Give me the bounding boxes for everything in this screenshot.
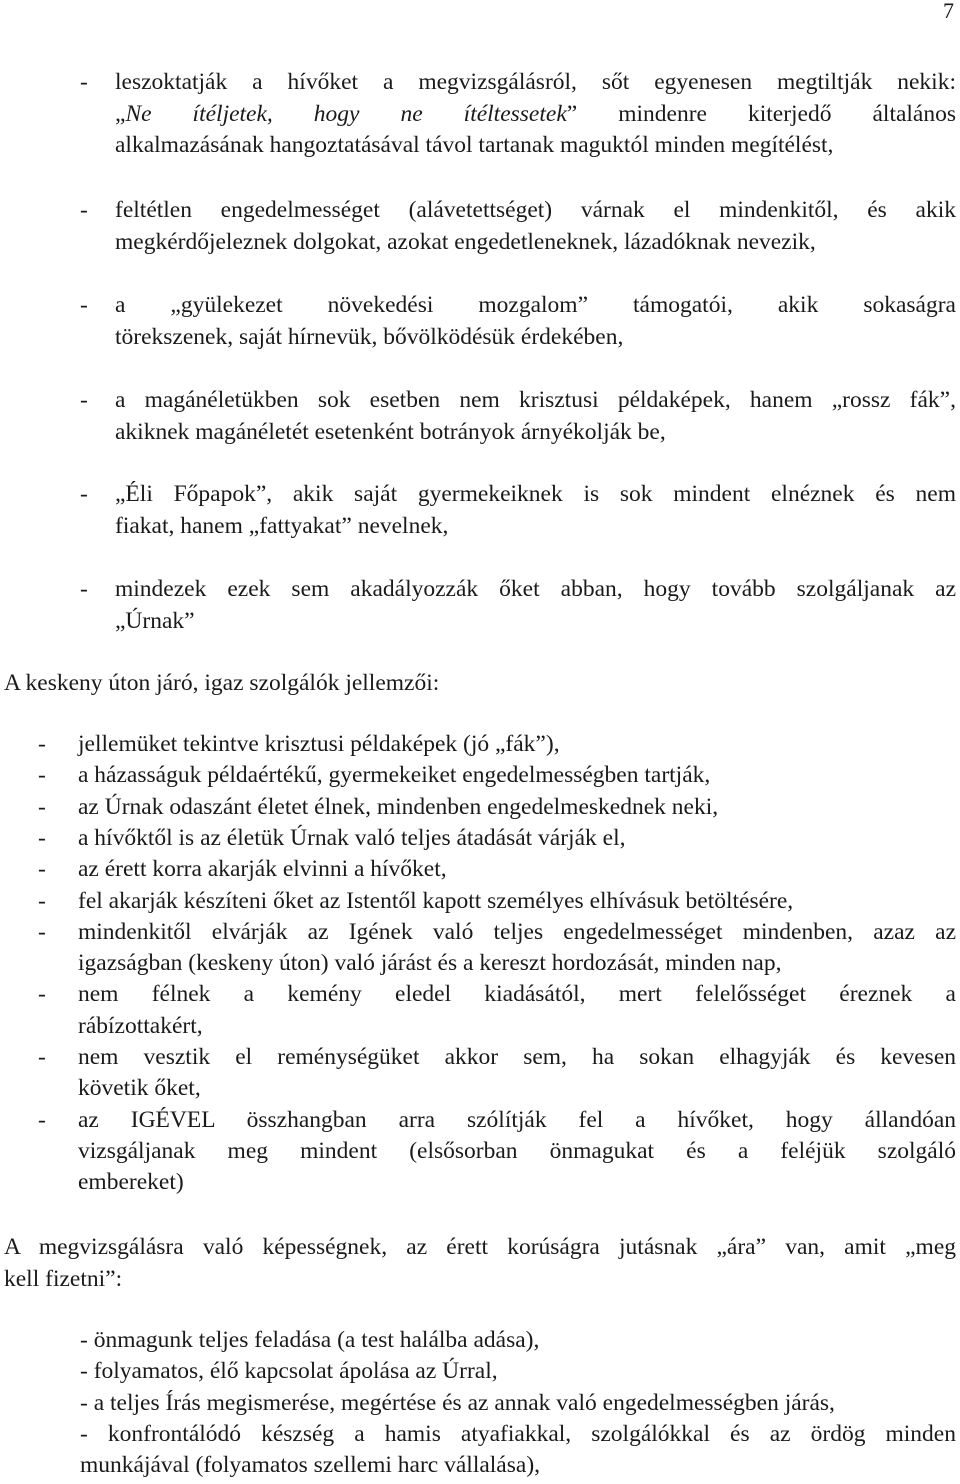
list-dash: -: [38, 793, 46, 820]
list-item-line: akiknek magánéletét esetenként botrányok árnyékolják be,: [115, 418, 666, 445]
list-dash: -: [38, 1106, 46, 1133]
section-heading: A keskeny úton járó, igaz szolgálók jellemzői:: [4, 670, 440, 696]
list-dash: -: [38, 731, 46, 757]
list-dash: -: [80, 387, 88, 413]
list-item-line: igazságban (keskeny úton) való járást és a kereszt hordozását, minden nap,: [78, 950, 782, 977]
list-dash: -: [38, 1044, 46, 1070]
list-item-line: fel akarják készíteni őket az Istentől kapott személyes elhívásuk betöltésére,: [78, 887, 794, 914]
list-dash: -: [38, 981, 46, 1008]
list-item-line: a házasságuk példaértékű, gyermekeiket engedelmességben tartják,: [78, 762, 711, 789]
list-item-line: követik őket,: [78, 1075, 201, 1102]
list-dash: -: [38, 762, 46, 789]
list-item-line: nem félnek a kemény eledel kiadásától, mert felelősséget éreznek a: [78, 981, 956, 1008]
list-item-line: törekszenek, saját hírnevük, bővölködésük érdekében,: [115, 323, 624, 350]
price-list-line: - a teljes Írás megismerése, megértése és az annak való engedelmességben járás,: [80, 1389, 835, 1416]
list-item-line: az Úrnak odaszánt életet élnek, mindenben engedelmeskednek neki,: [78, 793, 719, 820]
list-dash: -: [38, 824, 46, 851]
price-list-line: - önmagunk teljes feladása (a test halálba adása),: [80, 1327, 540, 1353]
list-dash: -: [80, 576, 88, 602]
list-item-line: nem vesztik el reménységüket akkor sem, ha sokan elhagyják és kevesen: [78, 1044, 956, 1070]
list-item-line: mindezek ezek sem akadályozzák őket abban, hogy tovább szolgáljanak az: [115, 576, 956, 602]
price-list-line: - folyamatos, élő kapcsolat ápolása az Úrral,: [80, 1358, 498, 1385]
list-dash: -: [38, 856, 46, 883]
list-item-line: az érett korra akarják elvinni a hívőket,: [78, 856, 447, 883]
list-item-line: mindenkitől elvárják az Igének való teljes engedelmességet mindenben, azaz az: [78, 918, 956, 945]
paragraph-line: kell fizetni”:: [4, 1265, 123, 1292]
list-item-line: „Ne ítéljetek, hogy ne ítéltessetek” mindenre kiterjedő általános: [115, 100, 957, 127]
quoted-italic-phrase: Ne ítéljetek, hogy ne ítéltessetek: [125, 100, 567, 127]
list-dash: -: [38, 887, 46, 914]
list-item-line: jellemüket tekintve krisztusi példaképek (jó „fák”),: [78, 731, 560, 757]
list-item-line: „Éli Főpapok”, akik saját gyermekeiknek is sok mindent elnéznek és nem: [115, 481, 956, 507]
list-item-line: az IGÉVEL összhangban arra szólítják fel a hívőket, hogy állandóan: [78, 1106, 956, 1133]
list-dash: -: [38, 918, 46, 945]
list-item-line: leszoktatják a hívőket a megvizsgálásról, sőt egyenesen megtiltják nekik:: [115, 69, 956, 95]
list-item-line: „Úrnak”: [115, 607, 195, 634]
list-item-line: vizsgáljanak meg mindent (elsősorban önmagukat és a feléjük szolgáló: [78, 1137, 956, 1164]
list-item-line: feltétlen engedelmességet (alávetettséget) várnak el mindenkitől, és akik: [115, 197, 956, 223]
list-dash: -: [80, 292, 88, 318]
list-item-line: a „gyülekezet növekedési mozgalom” támogatói, akik sokaságra: [115, 292, 956, 318]
price-list-line: - konfrontálódó készség a hamis atyafiakkal, szolgálókkal és az ördög minden: [80, 1420, 956, 1447]
page-number: 7: [943, 0, 954, 23]
list-dash: -: [80, 481, 88, 507]
list-dash: -: [80, 197, 88, 223]
list-item-line: alkalmazásának hangoztatásával távol tartanak maguktól minden megítélést,: [115, 132, 834, 158]
list-item-line: embereket): [78, 1169, 184, 1196]
list-item-line: fiakat, hanem „fattyakat” nevelnek,: [115, 512, 449, 539]
list-item-line: megkérdőjeleznek dolgokat, azokat engedetleneknek, lázadóknak nevezik,: [115, 228, 816, 255]
paragraph-line: A megvizsgálásra való képességnek, az érett korúságra jutásnak „ára” van, amit „meg: [4, 1234, 956, 1260]
list-item-line: rábízottakért,: [78, 1012, 203, 1039]
list-dash: -: [80, 69, 88, 95]
list-item-line: a magánéletükben sok esetben nem krisztusi példaképek, hanem „rossz fák”,: [115, 387, 956, 413]
price-list-line: munkájával (folyamatos szellemi harc vállalása),: [80, 1452, 541, 1479]
list-item-line: a hívőktől is az életük Úrnak való teljes átadását várják el,: [78, 824, 626, 851]
